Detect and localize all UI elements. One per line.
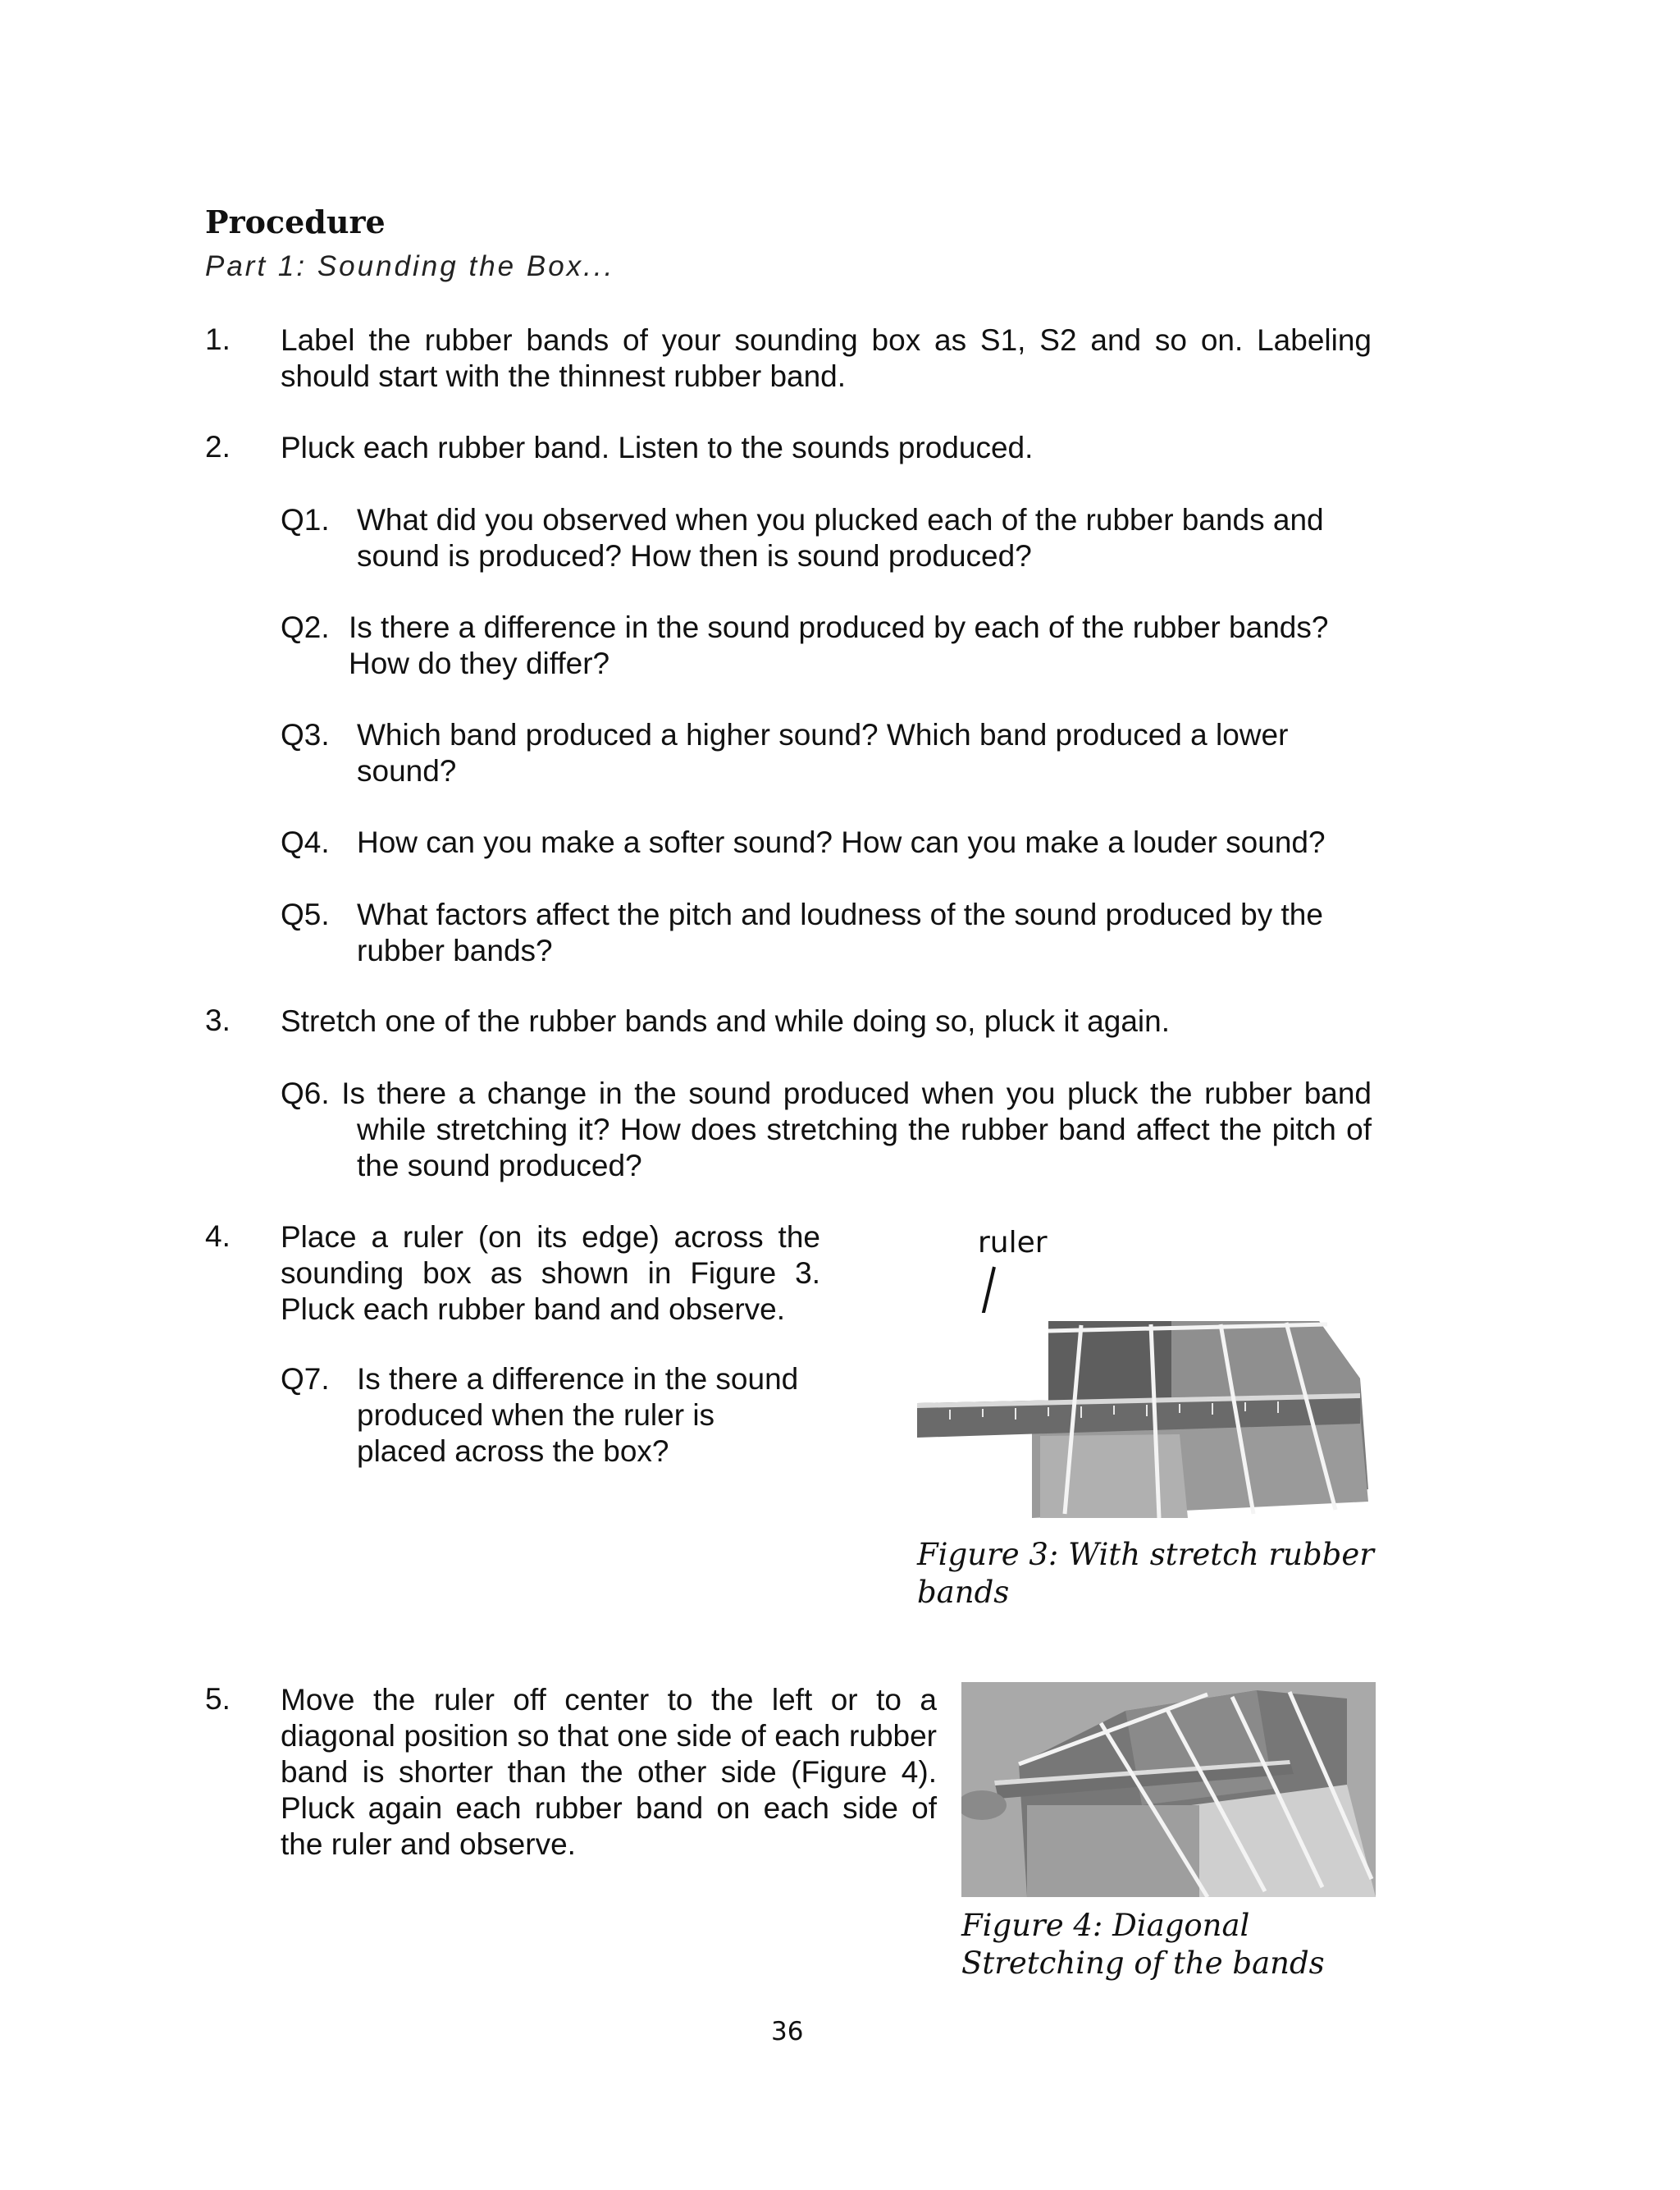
ruler-callout: ruler (978, 1226, 1048, 1260)
step-1-number: 1. (205, 322, 231, 356)
part-title: Part 1: Sounding the Box... (205, 250, 615, 282)
q6-text: Is there a change in the sound produced when you pluck the rubber band while stretching it? How does stretching the rubber band affect the pitch of the sound produced? (341, 1077, 1372, 1182)
figure-3-caption: Figure 3: With stretch rubber bands (917, 1537, 1374, 1610)
page-number: 36 (771, 2017, 804, 2046)
q4-text: How can you make a softer sound? How can you make a louder sound? (357, 825, 1326, 859)
q6-label: Q6. (281, 1077, 330, 1110)
step-1-text: Label the rubber bands of your sounding box as S1, S2 and so on. Labeling should start with the thinnest rubber band. (281, 323, 1372, 393)
step-2-number: 2. (205, 430, 231, 464)
q5-text: What factors affect the pitch and loudness of the sound produced by the rubber bands? (357, 898, 1323, 967)
step-5-text: Move the ruler off center to the left or to a diagonal position so that one side of each rubber band is shorter than the other side (Figure 4). Pluck again each rubber band on each side of the ruler and observe. (281, 1683, 937, 1861)
step-3-text: Stretch one of the rubber bands and while doing so, pluck it again. (281, 1004, 1170, 1038)
q2-text: Is there a difference in the sound produced by each of the rubber bands? How do they differ? (349, 610, 1329, 680)
q3-text: Which band produced a higher sound? Which band produced a lower sound? (357, 718, 1289, 788)
q1-label: Q1. (281, 503, 330, 537)
figure-3-photo (917, 1313, 1376, 1518)
q7-text: Is there a difference in the sound produced when the ruler is placed across the box? (357, 1362, 799, 1468)
step-3-number: 3. (205, 1004, 231, 1037)
figure-4-photo (961, 1682, 1376, 1897)
q7-label: Q7. (281, 1362, 330, 1396)
q3-label: Q3. (281, 718, 330, 752)
q2-label: Q2. (281, 610, 330, 644)
step-4-text: Place a ruler (on its edge) across the sounding box as shown in Figure 3. Pluck each rubber band and observe. (281, 1220, 820, 1326)
q6-block (281, 1076, 1372, 1184)
q4-label: Q4. (281, 825, 330, 859)
step-5-number: 5. (205, 1682, 231, 1716)
procedure-heading: Procedure (205, 203, 386, 240)
step-2-text: Pluck each rubber band. Listen to the sounds produced. (281, 431, 1034, 464)
step-4-number: 4. (205, 1219, 231, 1253)
q5-label: Q5. (281, 898, 330, 931)
figure-4-caption: Figure 4: Diagonal Stretching of the bands (961, 1908, 1325, 1981)
q1-text: What did you observed when you plucked each of the rubber bands and sound is produced? How then is sound produced? (357, 503, 1324, 573)
